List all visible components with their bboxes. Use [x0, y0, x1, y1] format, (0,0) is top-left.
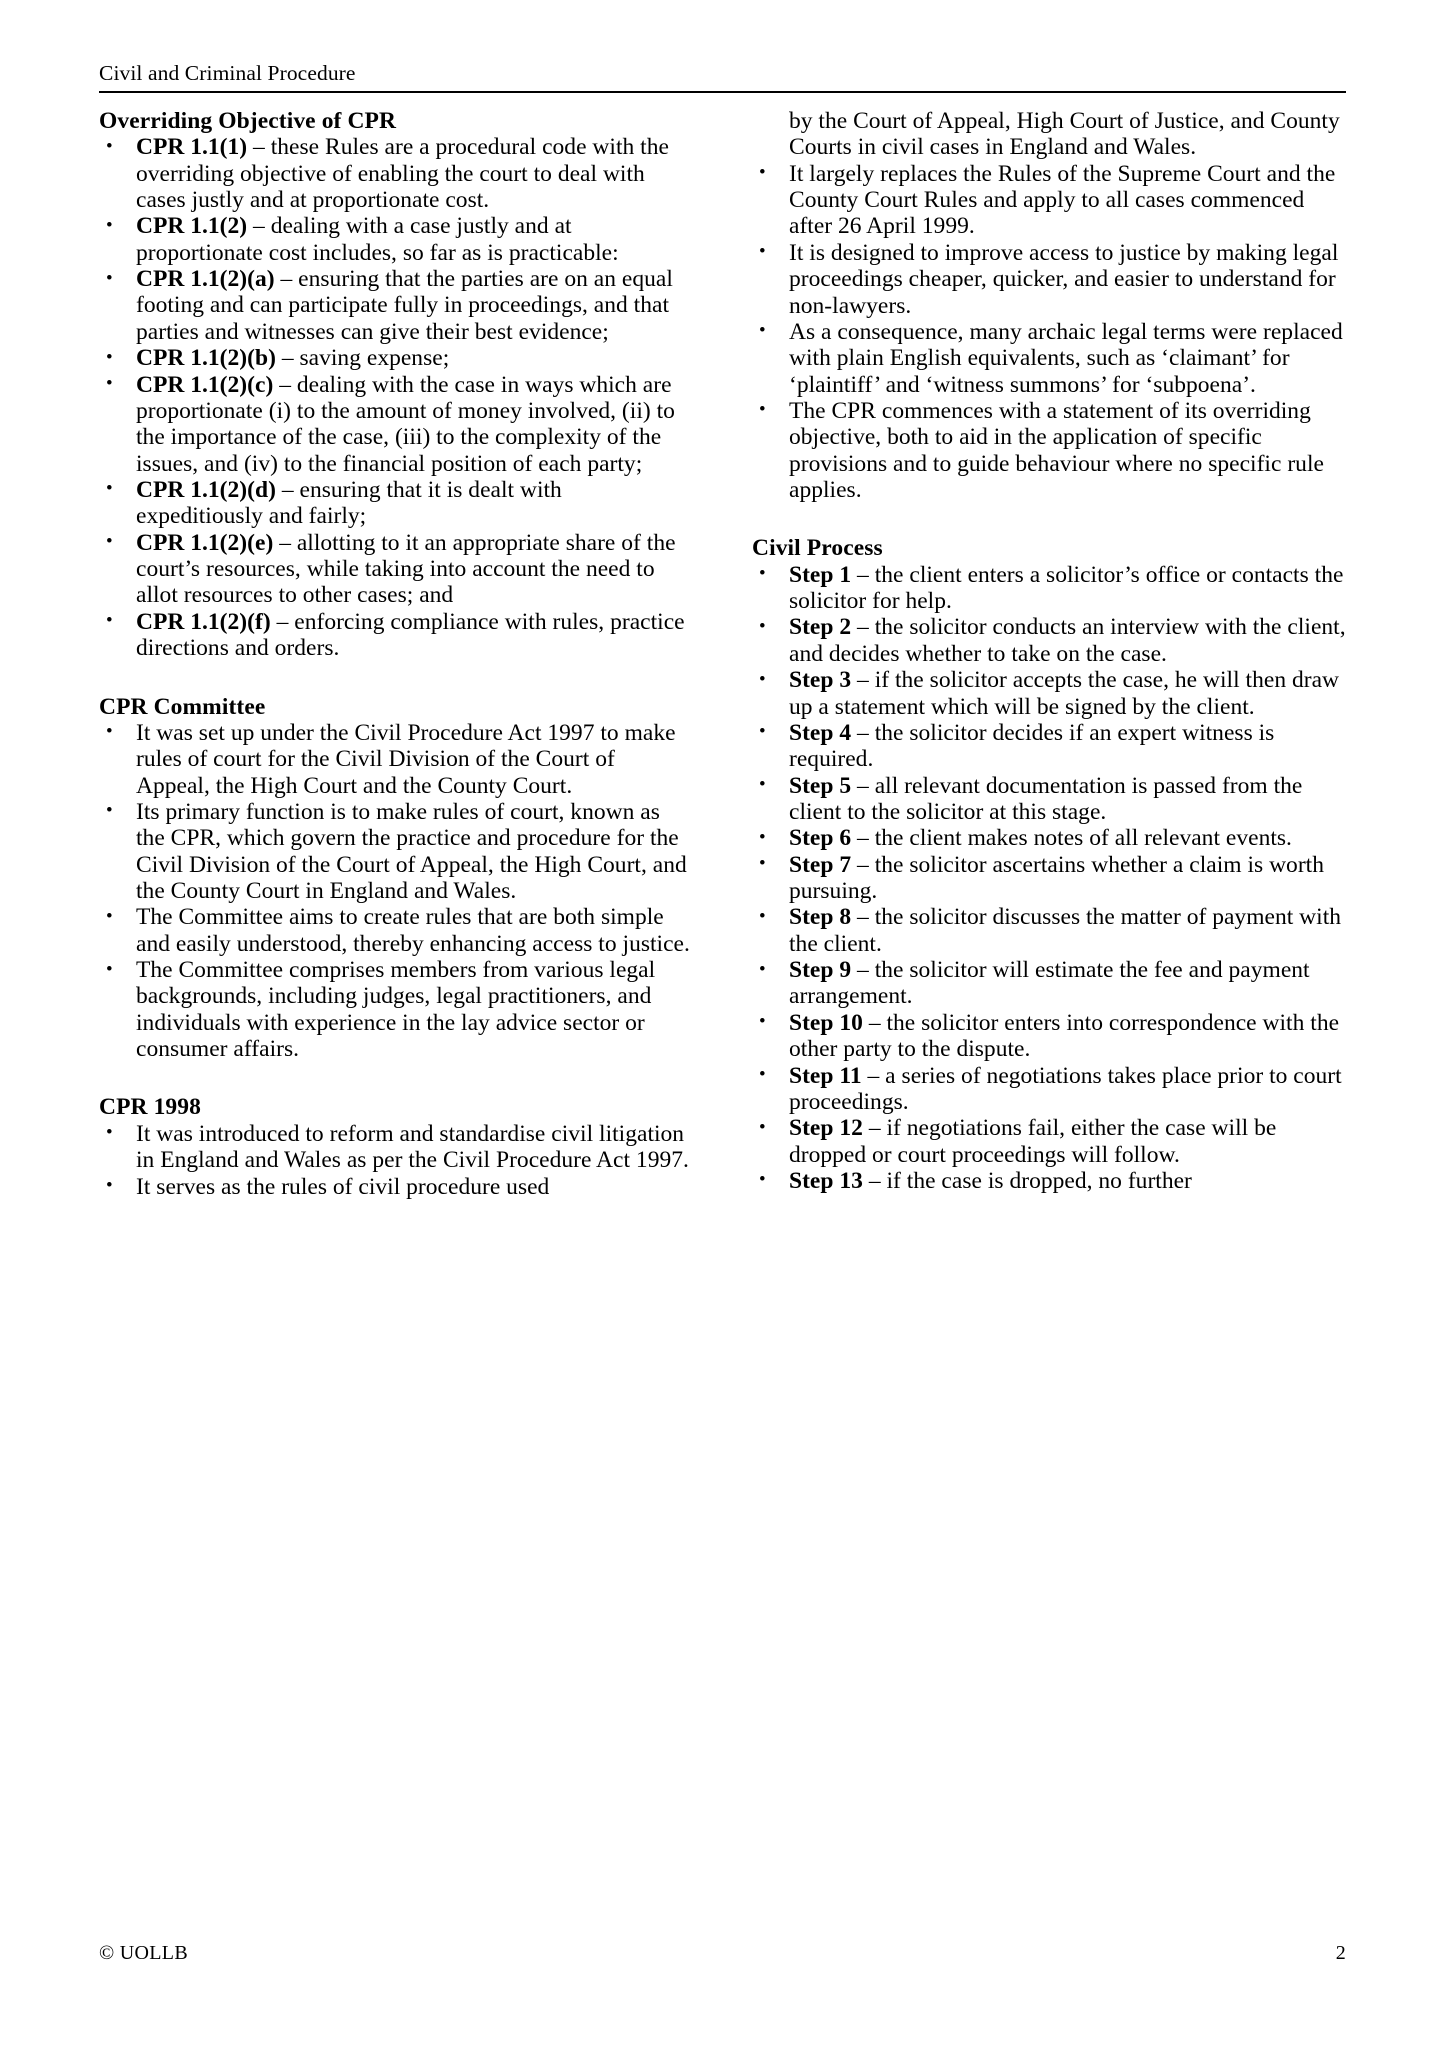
- list-item-lead: Step 3: [789, 667, 852, 694]
- list-item-text: It largely replaces the Rules of the Supreme Court and the County Court Rules and apply to all cases commenced after 26 April 1999.: [789, 160, 1336, 240]
- list-item-lead: Step 1: [789, 561, 852, 588]
- list-item-lead: Step 6: [789, 825, 852, 852]
- list-item-lead: Step 5: [789, 772, 852, 799]
- list-item-text: It is designed to improve access to justice by making legal proceedings cheaper, quicker, and easier to understand for non-lawyers.: [789, 239, 1339, 319]
- list-item: [752, 240, 1346, 319]
- list-item-text: – the solicitor ascertains whether a claim is worth pursuing.: [789, 851, 1324, 905]
- bullet-list: [99, 1121, 693, 1200]
- list-item-text: – enforcing compliance with rules, practice directions and orders.: [136, 608, 685, 662]
- list-item-lead: CPR 1.1(2)(c): [136, 371, 274, 398]
- list-item-text: The Committee comprises members from various legal backgrounds, including judges, legal practitioners, and individuals with experience in the lay advice sector or consumer affairs.: [136, 957, 656, 1063]
- list-item: [99, 266, 693, 345]
- list-item: [752, 1168, 1346, 1194]
- list-item: [752, 398, 1346, 503]
- list-item-lead: Step 8: [789, 904, 852, 931]
- list-item-lead: CPR 1.1(2)(d): [136, 476, 276, 503]
- list-item: [99, 799, 693, 904]
- list-item-lead: Step 11: [789, 1062, 862, 1089]
- list-item-lead: Step 12: [789, 1115, 863, 1142]
- section-heading: Civil Process: [752, 535, 883, 562]
- list-item-text: – allotting to it an appropriate share of the court’s resources, while taking into account the need to allot resources to other cases; and: [136, 529, 676, 609]
- list-item-text: – if the case is dropped, no further: [862, 1167, 1192, 1194]
- list-item: [99, 134, 693, 213]
- list-item: [752, 1063, 1346, 1116]
- list-item-lead: Step 2: [789, 614, 852, 641]
- list-item: [99, 609, 693, 662]
- list-item: [752, 161, 1346, 240]
- list-item-text: Its primary function is to make rules of court, known as the CPR, which govern the practice and procedure for the Civil Division of the Court of Appeal, the High Court, and the County Court in England and Wales.: [136, 798, 687, 904]
- list-item-text: – a series of negotiations takes place prior to court proceedings.: [789, 1062, 1342, 1115]
- list-item-text: – the solicitor conducts an interview with the client, and decides whether to take on the case.: [789, 614, 1346, 667]
- list-item-lead: CPR 1.1(2)(e): [136, 529, 274, 556]
- bullet-list: [752, 108, 1346, 503]
- bullet-list: [99, 134, 693, 661]
- list-item: [99, 477, 693, 530]
- list-item-lead: Step 13: [789, 1167, 863, 1194]
- list-item-text: It serves as the rules of civil procedure used: [136, 1173, 550, 1200]
- list-item: [752, 108, 1346, 161]
- copyright-notice: © UOLLB: [99, 1942, 188, 1964]
- list-item-text: – dealing with the case in ways which are proportionate (i) to the amount of money involved, (ii) to the importance of the case, (iii) to the complexity of the issues, and (iv) to the financial position of each party;: [136, 371, 675, 477]
- list-item: [99, 213, 693, 266]
- section-heading: Overriding Objective of CPR: [99, 108, 397, 134]
- list-item: [99, 1121, 693, 1174]
- section-heading: CPR 1998: [99, 1094, 201, 1121]
- list-item: [99, 720, 693, 799]
- list-item: [752, 904, 1346, 957]
- left-column: [99, 108, 693, 1200]
- list-item: [752, 1010, 1346, 1063]
- list-item: [99, 372, 693, 477]
- list-item-lead: CPR 1.1(1): [136, 134, 248, 161]
- list-item: [752, 825, 1346, 851]
- list-item: [99, 1174, 693, 1200]
- list-item: [752, 957, 1346, 1010]
- page-number: 2: [1335, 1942, 1346, 1964]
- header-divider: [99, 91, 1346, 93]
- list-item-text: As a consequence, many archaic legal terms were replaced with plain English equivalents, such as ‘claimant’ for ‘plaintiff’ and ‘witness summons’ for ‘subpoena’.: [789, 318, 1343, 398]
- list-item-text: – the solicitor discusses the matter of payment with the client.: [789, 904, 1342, 957]
- list-item-text: The CPR commences with a statement of its overriding objective, both to aid in the application of specific provisions and to guide behaviour where no specific rule applies.: [789, 397, 1324, 504]
- list-item-text: – these Rules are a procedural code with the overriding objective of enabling the court to deal with cases justly and at proportionate cost.: [136, 134, 669, 214]
- list-item-text: The Committee aims to create rules that are both simple and easily understood, thereby enhancing access to justice.: [136, 904, 690, 957]
- list-item-text: – dealing with a case justly and at proportionate cost includes, so far as is practicable:: [136, 213, 619, 266]
- bullet-list: [99, 720, 693, 1063]
- two-column-body: [99, 108, 1346, 1200]
- list-item: [99, 530, 693, 609]
- list-item: [752, 720, 1346, 773]
- list-item-text: It was set up under the Civil Procedure Act 1997 to make rules of court for the Civil Division of the Court of Appeal, the High Court and the County Court.: [136, 719, 676, 799]
- list-item: [752, 319, 1346, 398]
- list-item-text: by the Court of Appeal, High Court of Justice, and County Courts in civil cases in England and Wales.: [789, 108, 1340, 161]
- list-item-lead: CPR 1.1(2)(b): [136, 345, 276, 372]
- list-item: [752, 773, 1346, 826]
- list-item: [752, 667, 1346, 720]
- list-item-text: – the client enters a solicitor’s office or contacts the solicitor for help.: [789, 561, 1344, 615]
- list-item-lead: Step 9: [789, 957, 852, 984]
- right-column: [752, 108, 1346, 1200]
- list-item: [99, 345, 693, 371]
- list-item-text: – the solicitor decides if an expert witness is required.: [789, 719, 1275, 773]
- list-item-text: – all relevant documentation is passed from the client to the solicitor at this stage.: [789, 772, 1303, 825]
- bullet-list: [752, 562, 1346, 1195]
- list-item: [752, 562, 1346, 615]
- list-item: [752, 1115, 1346, 1168]
- list-item-lead: CPR 1.1(2)(f): [136, 608, 271, 635]
- section-heading: CPR Committee: [99, 693, 266, 720]
- list-item-text: – if the solicitor accepts the case, he will then draw up a statement which will be signed by the client.: [789, 667, 1340, 720]
- list-item-lead: Step 4: [789, 719, 852, 746]
- list-item-text: – ensuring that it is dealt with expeditiously and fairly;: [136, 476, 562, 530]
- list-item: [752, 852, 1346, 905]
- list-item-text: – if negotiations fail, either the case will be dropped or court proceedings will follow.: [789, 1115, 1277, 1168]
- list-item-lead: CPR 1.1(2)(a): [136, 266, 275, 293]
- list-item: [752, 614, 1346, 667]
- list-item-text: It was introduced to reform and standardise civil litigation in England and Wales as per the Civil Procedure Act 1997.: [136, 1120, 689, 1174]
- list-item-text: – ensuring that the parties are on an equal footing and can participate fully in proceedings, and that parties and witnesses can give their best evidence;: [136, 266, 673, 345]
- list-item-text: – the client makes notes of all relevant events.: [851, 825, 1292, 852]
- list-item: [99, 904, 693, 957]
- list-item-lead: Step 10: [789, 1009, 863, 1036]
- list-item-lead: CPR 1.1(2): [136, 213, 248, 240]
- list-item-text: – the solicitor will estimate the fee and payment arrangement.: [789, 957, 1310, 1010]
- list-item: [99, 957, 693, 1062]
- page-footer: [99, 1942, 1346, 1965]
- list-item-text: – saving expense;: [275, 345, 450, 372]
- header-title: Civil and Criminal Procedure: [99, 61, 356, 85]
- list-item-text: – the solicitor enters into correspondence with the other party to the dispute.: [789, 1009, 1340, 1063]
- running-header: [99, 60, 1346, 93]
- list-item-lead: Step 7: [789, 851, 852, 878]
